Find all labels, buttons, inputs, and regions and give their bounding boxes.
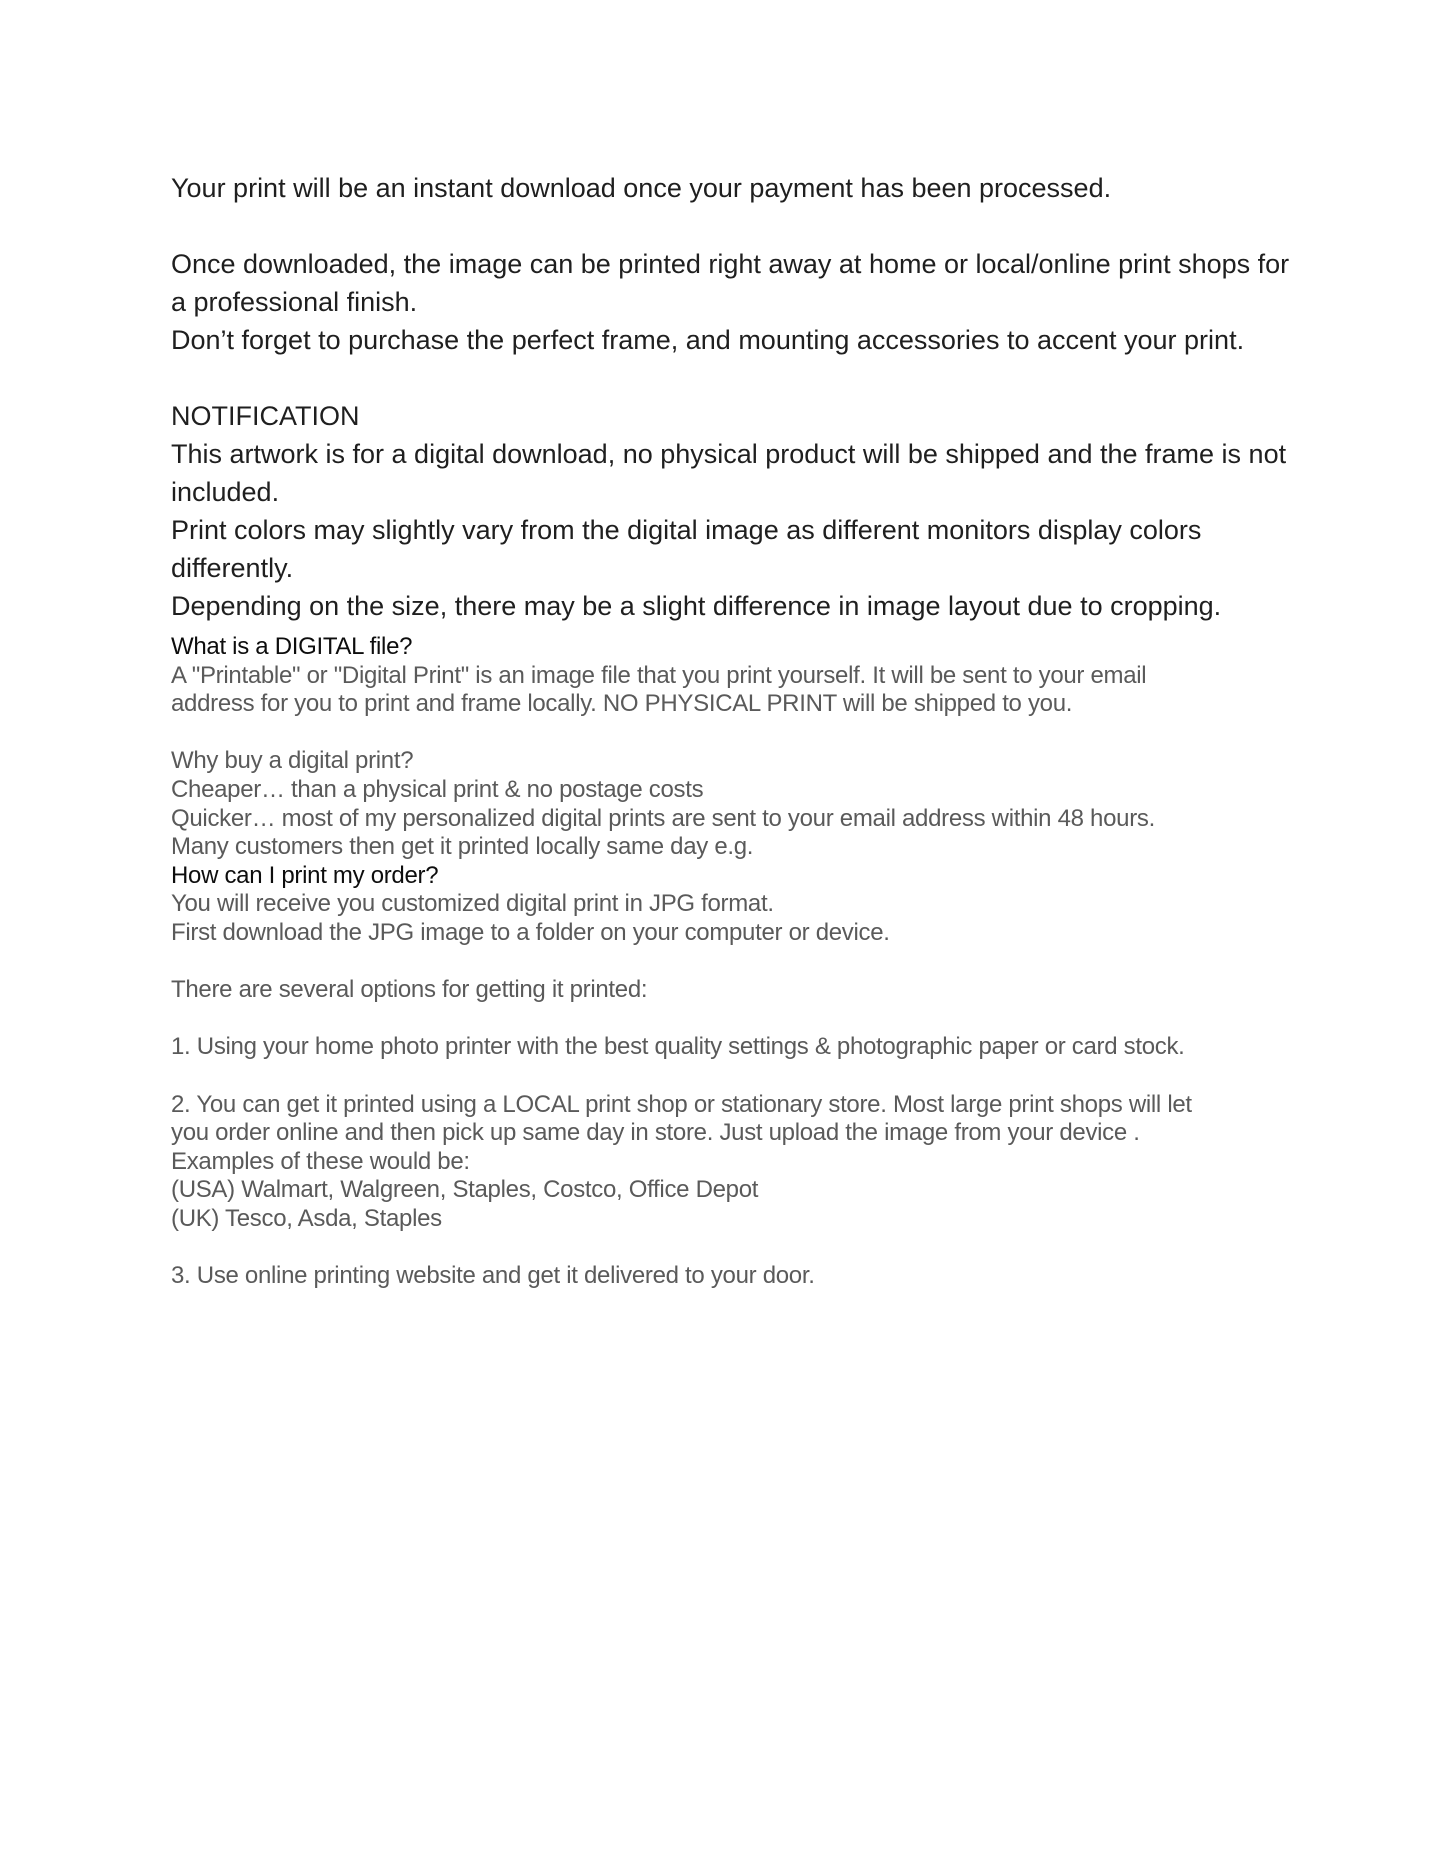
digital-download-text: This artwork is for a digital download, no physical product will be shipped and the frame is not included. [171, 439, 1287, 507]
spacer [171, 207, 1291, 245]
spacer [171, 1233, 1291, 1262]
colors-vary-text: Print colors may slightly vary from the digital image as different monitors display colors differently. [171, 515, 1202, 583]
several-options-text: There are several options for getting it printed: [171, 976, 648, 1004]
uk-stores-text: (UK) Tesco, Asda, Staples [171, 1204, 442, 1232]
quicker-text: Quicker… most of my personalized digital prints are sent to your email address within 48 hours. [171, 804, 1155, 832]
cheaper-text: Cheaper… than a physical print & no postage costs [171, 775, 704, 803]
instant-download-text: Your print will be an instant download once your payment has been processed. [171, 173, 1112, 203]
once-downloaded-text: Once downloaded, the image can be printed right away at home or local/online print shops for a professional finish. [171, 249, 1290, 317]
spacer [171, 1005, 1291, 1034]
examples-text: Examples of these would be: [171, 1147, 470, 1175]
why-buy-heading: Why buy a digital print? [171, 747, 414, 775]
receive-jpg-text: You will receive you customized digital print in JPG format. [171, 890, 774, 918]
dont-forget-text: Don’t forget to purchase the perfect frame, and mounting accessories to accent your print. [171, 325, 1245, 355]
spacer [171, 359, 1291, 397]
first-download-text: First download the JPG image to a folder on your computer or device. [171, 918, 890, 946]
option-1-text: 1. Using your home photo printer with the best quality settings & photographic paper or card stock. [171, 1033, 1185, 1061]
document-page [171, 169, 1291, 1291]
spacer [171, 625, 1291, 633]
option-2-text: 2. You can get it printed using a LOCAL print shop or stationary store. Most large print shops will let [171, 1090, 1192, 1118]
cropping-text: Depending on the size, there may be a slight difference in image layout due to cropping. [171, 591, 1222, 621]
digital-file-line: address for you to print and frame locally. NO PHYSICAL PRINT will be shipped to you. [171, 690, 1073, 718]
spacer [171, 719, 1291, 748]
faq-section [171, 633, 1291, 1291]
option-3-text: 3. Use online printing website and get it delivered to your door. [171, 1262, 815, 1290]
spacer [171, 1062, 1291, 1091]
usa-stores-text: (USA) Walmart, Walgreen, Staples, Costco, Office Depot [171, 1176, 759, 1204]
option-2-text: you order online and then pick up same day in store. Just upload the image from your device . [171, 1119, 1140, 1147]
digital-file-heading: What is a DIGITAL file? [171, 633, 413, 660]
many-customers-text: Many customers then get it printed locally same day e.g. [171, 833, 754, 861]
how-print-heading: How can I print my order? [171, 861, 439, 889]
digital-file-line: A "Printable" or "Digital Print" is an image file that you print yourself. It will be sent to your email [171, 661, 1147, 689]
notification-heading: NOTIFICATION [171, 401, 360, 431]
spacer [171, 948, 1291, 977]
intro-section [171, 169, 1291, 625]
